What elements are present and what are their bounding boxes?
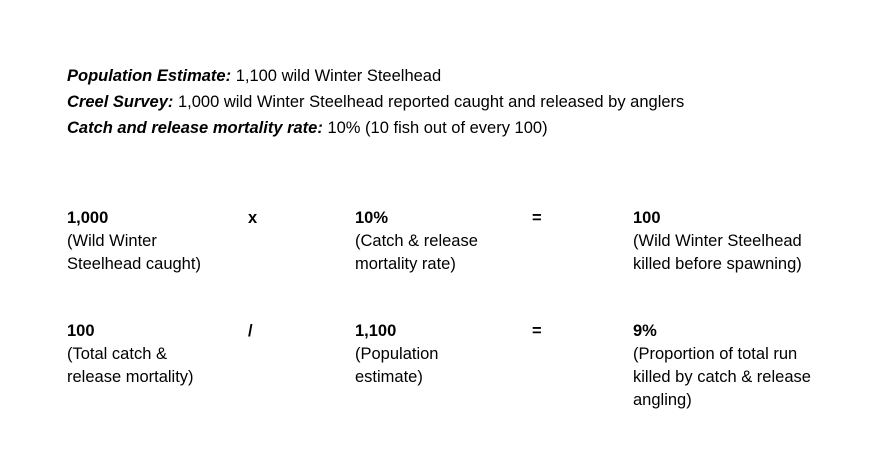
eq2-term1-desc: (Total catch & release mortality) bbox=[67, 345, 194, 386]
eq1-term1 bbox=[67, 207, 201, 276]
mortality-rate-value: 10% (10 fish out of every 100) bbox=[322, 119, 548, 137]
eq2-term1 bbox=[67, 320, 194, 389]
eq1-term1-value: 1,000 bbox=[67, 209, 109, 227]
creel-survey-line bbox=[67, 89, 684, 115]
eq2-term2-desc: (Population estimate) bbox=[355, 345, 439, 386]
eq2-result-desc: (Proportion of total run killed by catch & release angling) bbox=[633, 345, 811, 409]
eq1-result-value: 100 bbox=[633, 209, 661, 227]
population-estimate-label: Population Estimate: bbox=[67, 67, 232, 85]
eq2-result-value: 9% bbox=[633, 322, 657, 340]
eq1-operator: x bbox=[248, 209, 258, 227]
population-estimate-line bbox=[67, 63, 684, 89]
eq2-term2 bbox=[355, 320, 438, 389]
eq1-term2-value: 10% bbox=[355, 209, 389, 227]
eq1-result bbox=[633, 207, 802, 276]
eq1-term1-desc: (Wild Winter Steelhead caught) bbox=[67, 232, 201, 273]
eq1-result-desc: (Wild Winter Steelhead killed before spawning) bbox=[633, 232, 802, 273]
eq2-operator: / bbox=[248, 322, 253, 340]
creel-survey-value: 1,000 wild Winter Steelhead reported caught and released by anglers bbox=[173, 93, 685, 111]
population-estimate-value: 1,100 wild Winter Steelhead bbox=[231, 67, 442, 85]
eq1-term2 bbox=[355, 207, 478, 276]
eq2-result bbox=[633, 320, 811, 412]
eq1-equals: = bbox=[532, 209, 542, 227]
facts-block bbox=[67, 63, 684, 141]
mortality-rate-label: Catch and release mortality rate: bbox=[67, 119, 323, 137]
eq1-term2-desc: (Catch & release mortality rate) bbox=[355, 232, 478, 273]
eq2-term2-value: 1,100 bbox=[355, 322, 397, 340]
mortality-rate-line bbox=[67, 115, 684, 141]
eq2-term1-value: 100 bbox=[67, 322, 95, 340]
creel-survey-label: Creel Survey: bbox=[67, 93, 174, 111]
eq2-equals: = bbox=[532, 322, 542, 340]
